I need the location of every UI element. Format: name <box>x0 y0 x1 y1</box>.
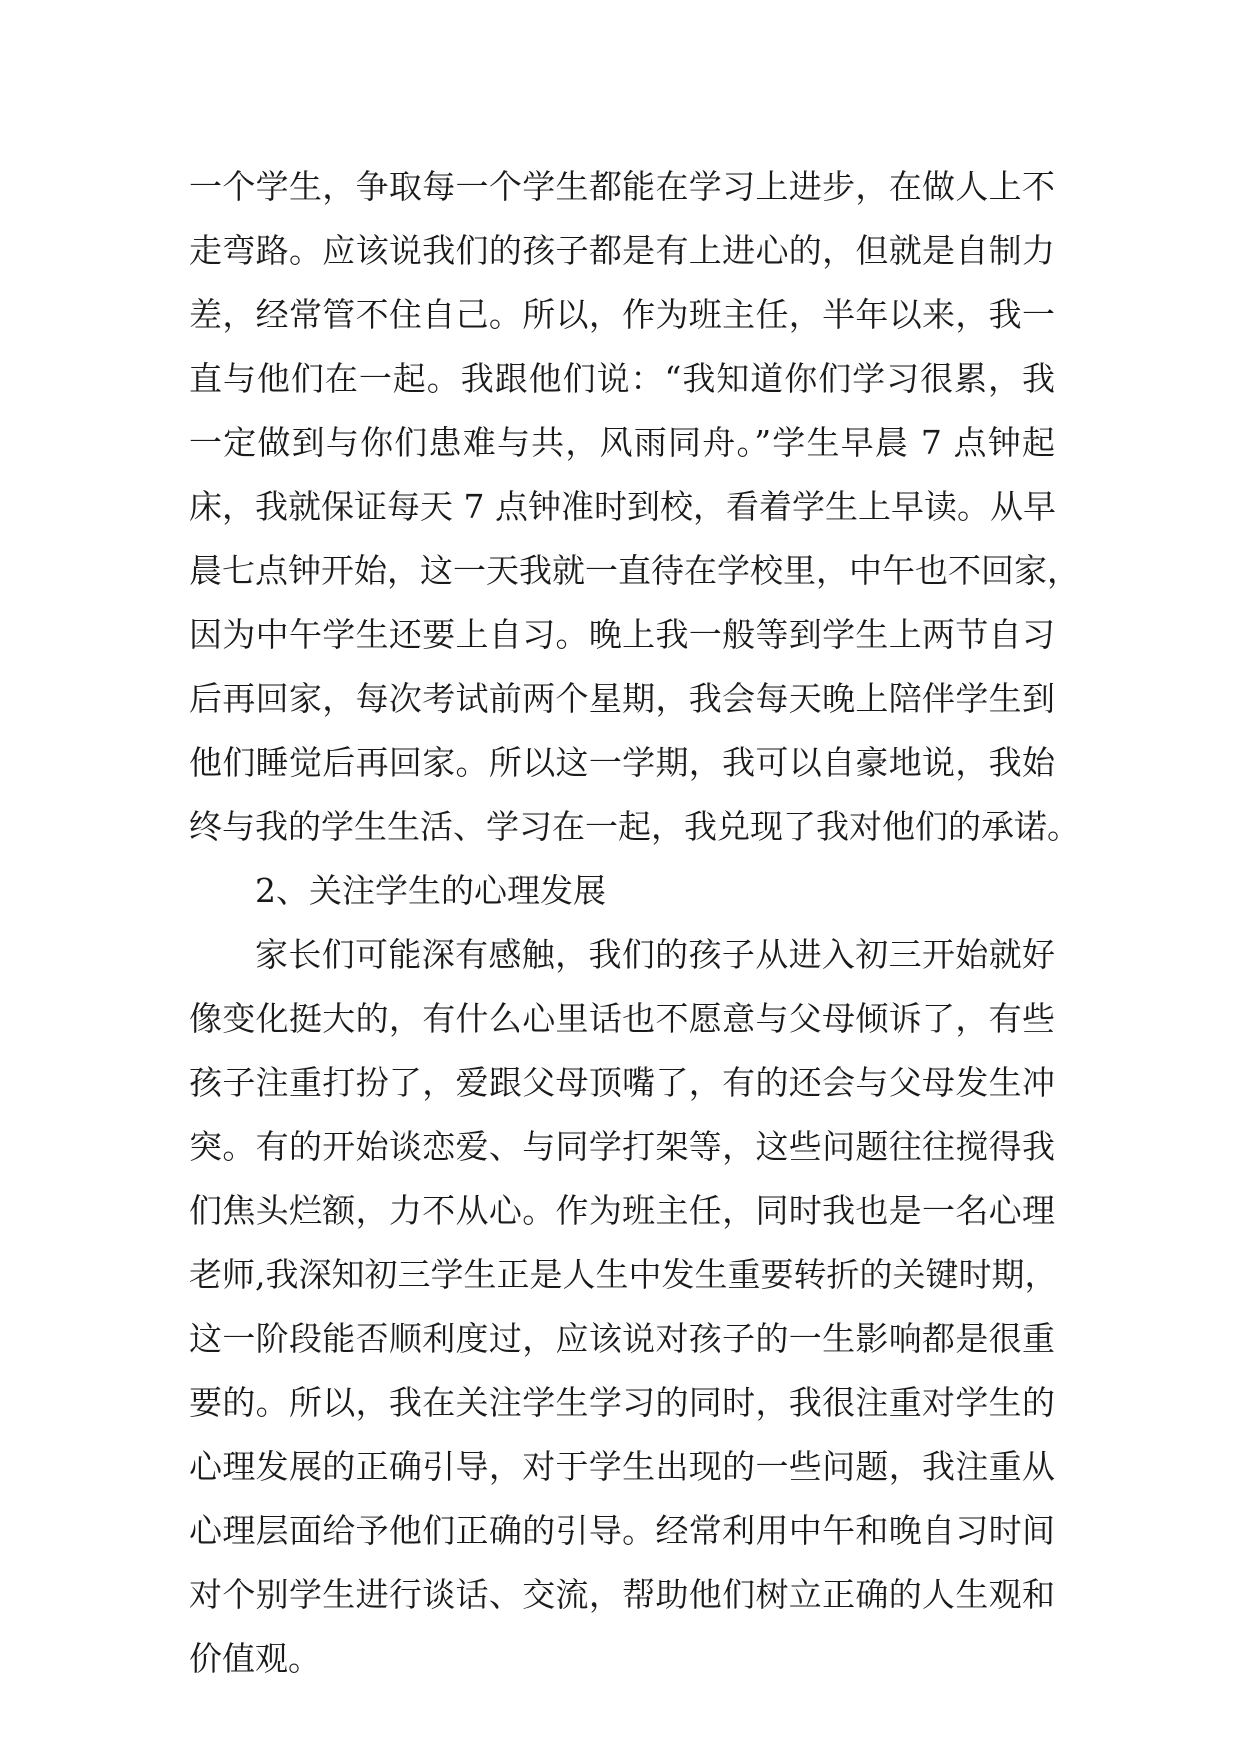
text-line: 家长们可能深有感触，我们的孩子从进入初三开始就好 <box>255 935 1055 974</box>
text-line: 对个别学生进行谈话、交流，帮助他们树立正确的人生观和 <box>189 1575 1055 1614</box>
text-line: 孩子注重打扮了，爱跟父母顶嘴了，有的还会与父母发生冲 <box>189 1063 1055 1102</box>
text-line: 价值观。 <box>189 1639 321 1678</box>
text-line: 床，我就保证每天 7 点钟准时到校，看着学生上早读。从早 <box>189 487 1056 526</box>
text-line: 们焦头烂额，力不从心。作为班主任，同时我也是一名心理 <box>189 1191 1055 1230</box>
text-line: 像变化挺大的，有什么心里话也不愿意与父母倾诉了，有些 <box>189 999 1055 1038</box>
text-line: 一个学生，争取每一个学生都能在学习上进步，在做人上不 <box>189 167 1055 206</box>
text-line: 走弯路。应该说我们的孩子都是有上进心的，但就是自制力 <box>189 231 1055 270</box>
section-heading: 2、关注学生的心理发展 <box>255 871 606 910</box>
text-line: 直与他们在一起。我跟他们说：“我知道你们学习很累，我 <box>189 359 1055 398</box>
text-line: 他们睡觉后再回家。所以这一学期，我可以自豪地说，我始 <box>189 743 1055 782</box>
text-line: 一定做到与你们患难与共，风雨同舟。”学生早晨 7 点钟起 <box>189 423 1055 462</box>
text-line: 因为中午学生还要上自习。晚上我一般等到学生上两节自习 <box>189 615 1055 654</box>
text-line: 终与我的学生生活、学习在一起，我兑现了我对他们的承诺。 <box>189 807 1080 846</box>
text-line: 后再回家，每次考试前两个星期，我会每天晚上陪伴学生到 <box>189 679 1055 718</box>
text-line: 心理发展的正确引导，对于学生出现的一些问题，我注重从 <box>189 1447 1055 1486</box>
text-line: 这一阶段能否顺利度过，应该说对孩子的一生影响都是很重 <box>189 1319 1055 1358</box>
text-line: 心理层面给予他们正确的引导。经常利用中午和晚自习时间 <box>189 1511 1055 1550</box>
text-line: 晨七点钟开始，这一天我就一直待在学校里，中午也不回家， <box>189 551 1080 590</box>
text-line: 老师,我深知初三学生正是人生中发生重要转折的关键时期， <box>189 1255 1058 1294</box>
text-line: 要的。所以，我在关注学生学习的同时，我很注重对学生的 <box>189 1383 1055 1422</box>
text-line: 差，经常管不住自己。所以，作为班主任，半年以来，我一 <box>189 295 1055 334</box>
text-line: 突。有的开始谈恋爱、与同学打架等，这些问题往往搅得我 <box>189 1127 1055 1166</box>
document-body <box>189 155 1080 1691</box>
